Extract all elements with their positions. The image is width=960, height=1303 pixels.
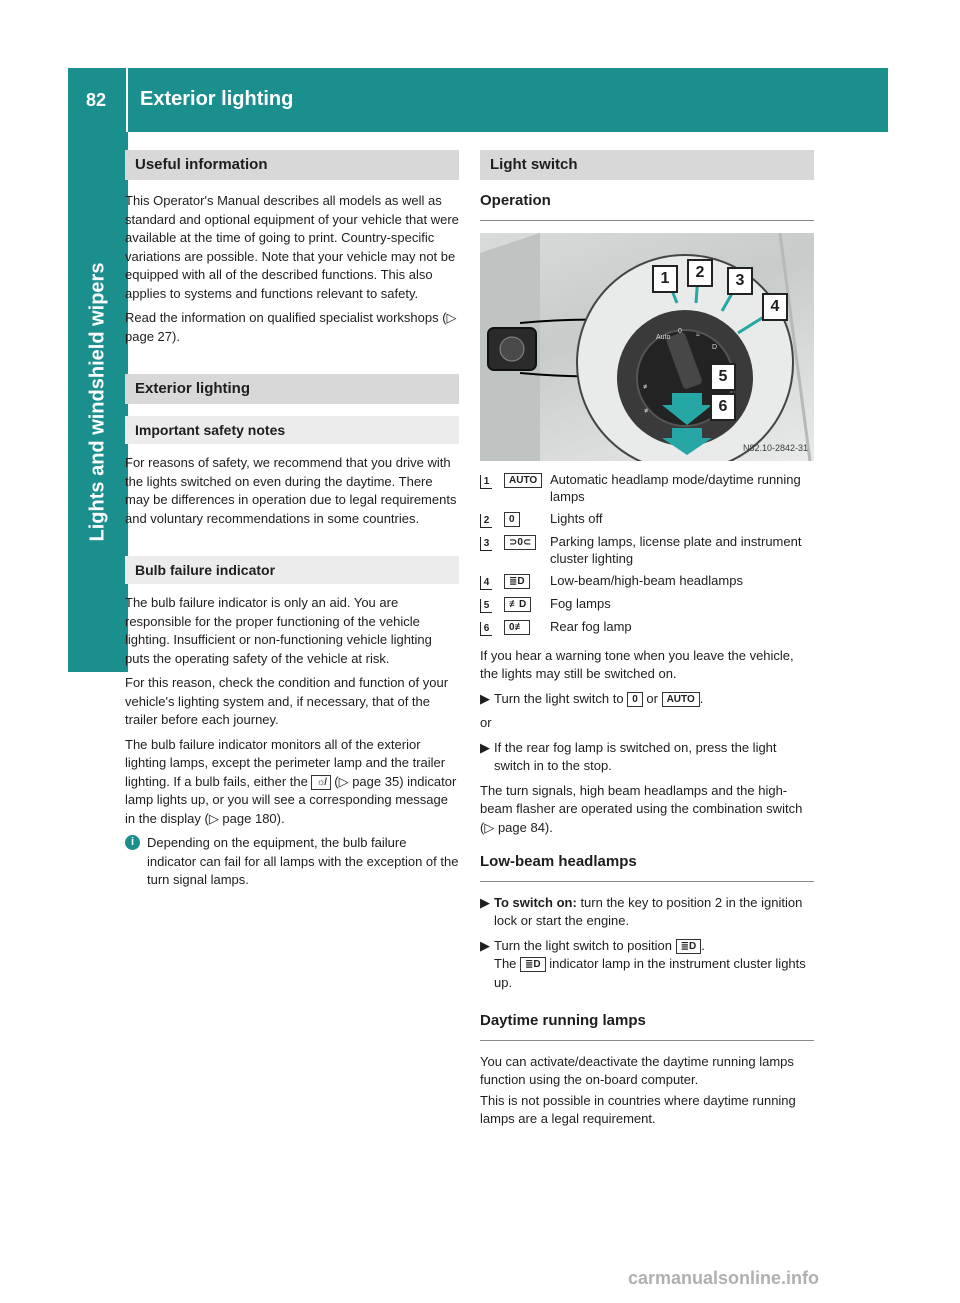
low-beam-icon: ≣D <box>676 939 702 954</box>
header-divider <box>126 68 128 132</box>
turn-signals-text: The turn signals, high beam headlamps and the high-beam flasher are operated using the combination switch (▷ page 84). <box>480 782 803 835</box>
fog-lamp-icon: ≢D <box>504 597 531 612</box>
right-column <box>480 150 814 1135</box>
step-rear-fog <box>480 739 814 776</box>
safety-notes-heading: Important safety notes <box>125 416 459 444</box>
bulb-paragraph-2: For this reason, check the condition and function of your vehicle's lighting system and, if necessary, that of the trailer before each journey. <box>125 675 449 727</box>
light-switch-illustration <box>480 233 814 461</box>
step-text-end: . <box>701 937 705 953</box>
callout-6: 6 <box>710 393 736 421</box>
svg-text:Auto: Auto <box>656 333 671 341</box>
info-icon: i <box>125 835 140 850</box>
step-text: If the rear fog lamp is switched on, press the light switch in to the stop. <box>494 739 777 773</box>
safety-notes-text: For reasons of safety, we recommend that you drive with the lights switched on even during the daytime. There may be differences in operation due to legal requirements and voluntary recommendations in some countries. <box>125 455 457 526</box>
parking-lamp-icon: ⊃0⊂ <box>504 535 536 550</box>
left-column <box>125 150 459 890</box>
legend-row <box>480 510 814 533</box>
daytime-paragraph-1: You can activate/deactivate the daytime running lamps function using the on-board computer. <box>480 1053 794 1087</box>
auto-icon: AUTO <box>504 473 542 488</box>
legend-row <box>480 471 814 510</box>
legend-text: Automatic headlamp mode/daytime running lamps <box>550 471 801 504</box>
legend-row <box>480 572 814 595</box>
page-title: Exterior lighting <box>140 88 294 110</box>
svg-text:D: D <box>712 343 718 351</box>
callout-4: 4 <box>762 293 788 321</box>
legend-text: Rear fog lamp <box>550 618 632 634</box>
callout-2: 2 <box>687 259 713 287</box>
rear-fog-lamp-icon: 0≢ <box>504 620 530 635</box>
legend-row <box>480 618 814 641</box>
bulb-paragraph-3-end: (▷ page 35) indicator lamp lights up, or you will see a corresponding message in the display (▷ page 180). <box>125 773 457 826</box>
daytime-paragraph-2: This is not possible in countries where daytime running lamps are a legal requirement. <box>480 1092 796 1126</box>
daytime-running-heading: Daytime running lamps <box>480 1012 814 1041</box>
svg-text:≢: ≢ <box>644 407 651 415</box>
operation-heading: Operation <box>480 192 814 221</box>
legend-number: 1 <box>480 475 492 489</box>
legend-number: 4 <box>480 576 492 590</box>
sidebar-label: Lights and windshield wipers <box>86 262 109 542</box>
useful-info-paragraph: This Operator's Manual describes all models as well as standard and optional equipment of your vehicle that were available at the time of going to print. Country-specific variations are possible. Note that your vehicle may not be equipped with all of the described functions. This also applies to systems and functions relevant to safety. <box>125 193 459 301</box>
legend-text: Fog lamps <box>550 595 611 611</box>
step-arrow-icon: ▶ <box>480 937 490 953</box>
legend-row <box>480 595 814 618</box>
info-note-text: Depending on the equipment, the bulb failure indicator can fail for all lamps with the exception of the turn signal lamps. <box>147 835 459 887</box>
svg-text:≈: ≈ <box>696 331 700 339</box>
step-arrow-icon: ▶ <box>480 739 490 755</box>
step-text: indicator lamp in the instrument cluster lights up. <box>494 956 806 990</box>
svg-text:0: 0 <box>678 327 682 335</box>
workshop-reference[interactable]: Read the information on qualified specialist workshops (▷ page 27). <box>125 310 457 344</box>
page-header <box>68 68 888 132</box>
or-text: or <box>480 715 492 730</box>
legend-number: 5 <box>480 599 492 613</box>
exterior-lighting-heading: Exterior lighting <box>125 374 459 404</box>
step-turn-to-lowbeam <box>480 937 814 993</box>
useful-info-heading: Useful information <box>125 150 459 180</box>
bulb-paragraph-3-start: The bulb failure indicator monitors all of the exterior lighting lamps, except the perimeter lamp and the trailer lighting. If a bulb fails, either the <box>125 736 446 789</box>
step-text: Turn the light switch to <box>494 690 624 706</box>
lights-off-icon: 0 <box>504 512 520 527</box>
step-text: turn the key to position 2 in the ignition lock or start the engine. <box>494 894 803 928</box>
section-sidebar-tab <box>68 132 128 672</box>
page-number: 82 <box>86 90 107 110</box>
step-arrow-icon: ▶ <box>480 894 490 910</box>
legend-text: Parking lamps, license plate and instrument cluster lighting <box>550 533 802 566</box>
info-note <box>125 834 459 890</box>
step-text-end: . <box>699 690 704 706</box>
legend-row <box>480 533 814 572</box>
step-turn-switch <box>480 690 814 709</box>
callout-5: 5 <box>710 363 736 391</box>
bulb-paragraph-1: The bulb failure indicator is only an aid. You are responsible for the proper functioning of the vehicle lighting. Insufficient or non-functioning vehicle lighting puts the operating safety of the vehicle at risk. <box>125 595 432 666</box>
legend-number: 3 <box>480 537 492 551</box>
svg-text:≢: ≢ <box>643 383 650 391</box>
legend-table <box>480 471 814 641</box>
auto-icon: AUTO <box>662 692 700 707</box>
legend-text: Low-beam/high-beam headlamps <box>550 572 743 588</box>
callout-1: 1 <box>652 265 678 293</box>
light-switch-figure <box>480 233 814 461</box>
legend-number: 6 <box>480 622 492 636</box>
callout-3: 3 <box>727 267 753 295</box>
legend-text: Lights off <box>550 510 603 526</box>
footer-watermark: carmanualsonline.info <box>628 1268 820 1288</box>
step-bold-label: To switch on: <box>494 894 577 910</box>
figure-id: N82.10-2842-31 <box>742 443 808 453</box>
step-text: Turn the light switch to position <box>494 937 672 953</box>
warning-tone-text: If you hear a warning tone when you leave the vehicle, the lights may still be switched on. <box>480 647 794 681</box>
bulb-failure-icon: ☼̸ <box>311 775 330 790</box>
step-arrow-icon: ▶ <box>480 690 490 706</box>
lights-off-icon: 0 <box>627 692 643 707</box>
step-text: The <box>494 956 517 971</box>
bulb-paragraph-3 <box>125 736 459 829</box>
step-text-or: or <box>646 690 658 706</box>
low-beam-icon: ≣D <box>504 574 530 589</box>
low-beam-indicator-icon: ≣D <box>520 957 546 972</box>
low-beam-heading: Low-beam headlamps <box>480 853 814 882</box>
light-switch-heading: Light switch <box>480 150 814 180</box>
bulb-failure-heading: Bulb failure indicator <box>125 556 459 584</box>
legend-number: 2 <box>480 514 492 528</box>
step-switch-on <box>480 894 814 931</box>
